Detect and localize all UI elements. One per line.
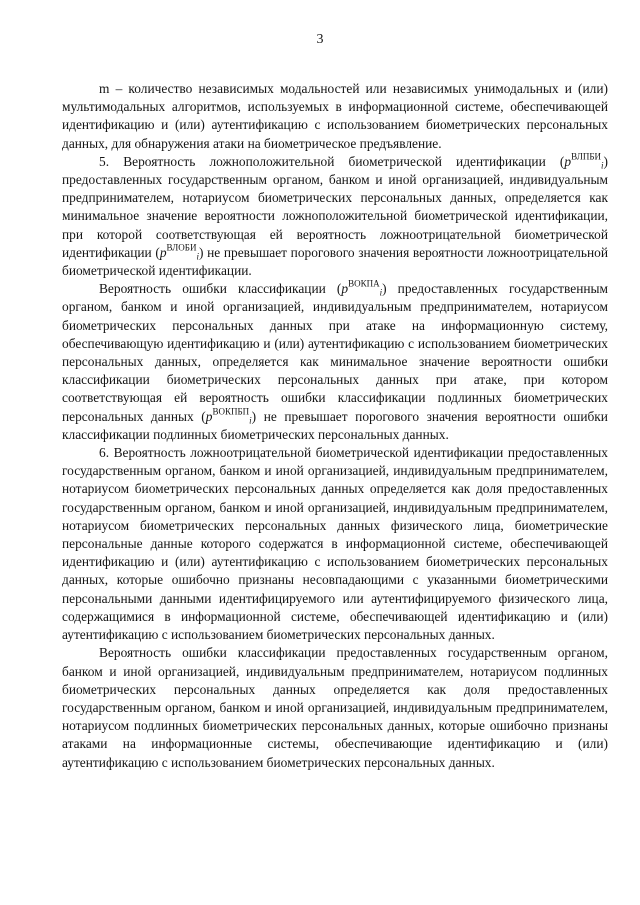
formula-superscript: ВЛПБИ — [571, 151, 602, 162]
probability-formula — [205, 406, 252, 425]
paragraph — [62, 444, 608, 644]
document-body — [62, 80, 608, 772]
formula-symbol: p — [564, 153, 572, 169]
paragraph-text: ) не превышает порогового значения вероятности ошибки классификации подлинных биометрических персональных данных. — [62, 408, 608, 442]
probability-formula — [341, 278, 383, 298]
paragraph — [62, 644, 608, 771]
formula-index: i — [249, 414, 252, 425]
paragraph — [62, 280, 608, 444]
paragraph — [62, 153, 608, 280]
formula-index: i — [379, 287, 383, 298]
formula-superscript: ВЛОБИ — [166, 242, 197, 253]
formula-symbol: p — [159, 244, 167, 260]
formula-symbol: p — [341, 281, 349, 297]
paragraph-text: m – количество независимых модальностей или независимых унимодальных и (или) мультимодальных алгоритмов, используемых в информационной системе, обеспечивающей идентификацию и (или) аутентификацию с использованием биометрических персональных данных, для обнаружения атаки на биометрическое предъявление. — [62, 81, 608, 151]
formula-symbol: p — [205, 408, 213, 424]
paragraph-text: ) предоставленных государственным органом, банком и иной организацией, индивидуальным предпринимателем, нотариусом биометрических персональных данных, определяется как минимальное значение вероятности ложноположительной биометрической идентификации, при которой соответствующая ей вероятность ложноотрицательной биометрической идентификации ( — [62, 153, 608, 260]
paragraph-text: Вероятность ошибки классификации предоставленных государственным органом, банком и иной организацией, индивидуальным предпринимателем, нотариусом подлинных биометрических персональных данных определяется как доля предоставленных государственным органом, банком и иной организацией, индивидуальным предпринимателем, нотариусом подлинных биометрических персональных данных, которые ошибочно признаны атаками на информационные системы, обеспечивающие идентификацию и (или) аутентификацию с использованием биометрических персональных данных. — [62, 645, 608, 770]
formula-index: i — [196, 251, 199, 262]
paragraph-text: 6. Вероятность ложноотрицательной биометрической идентификации предоставленных государственным органом, банком и иной организацией, индивидуальным предпринимателем, нотариусом биометрических персональных данных определяется как доля предоставленных государственным органом, банком и иной организацией, индивидуальным предпринимателем, нотариусом биометрических персональных данных физического лица, биометрические персональные данные которого содержатся в информационной системе, обеспечивающей идентификацию и (или) аутентификацию с использованием биометрических персональных данных, которые ошибочно признаны несовпадающими с указанными биометрическими персональными данными идентифицируемого или аутентифицируемого физического лица, содержащимися в информационной системе, обеспечивающей идентификацию и (или) аутентификацию с использованием биометрических персональных данных. — [62, 445, 608, 643]
formula-index: i — [601, 160, 604, 171]
paragraph-text: ) предоставленных государственным органом, банком и иной организацией, индивидуальным предпринимателем, нотариусом биометрических персональных данных при атаке на информационную систему, обеспечивающую идентификацию и (или) аутентификацию с использованием биометрических персональных данных, определяется как минимальное значение вероятности ошибки классификации биометрических персональных данных при атаке, при котором соответствующая ей вероятность ошибки классификации подлинных биометрических персональных данных ( — [62, 281, 608, 424]
probability-formula — [159, 242, 199, 262]
formula-superscript: ВОКПА — [348, 278, 380, 289]
formula-superscript: ВОКПБП — [212, 406, 250, 417]
probability-formula — [564, 151, 604, 171]
paragraph-text: Вероятность ошибки классификации ( — [99, 281, 342, 297]
paragraph-text: ) не превышает порогового значения вероятности ложноотрицательной биометрической идентификации. — [62, 244, 608, 279]
page-number: 3 — [316, 32, 324, 47]
paragraph — [62, 80, 608, 153]
paragraph-text: 5. Вероятность ложноположительной биометрической идентификации ( — [99, 153, 565, 169]
